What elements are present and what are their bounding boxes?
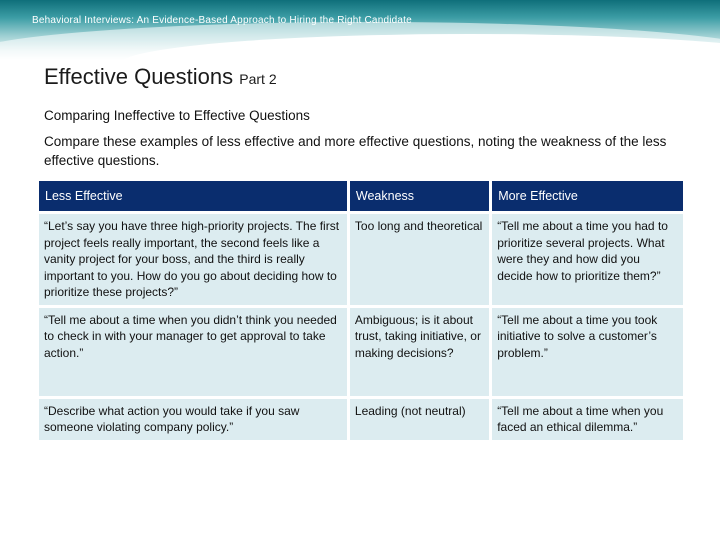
- table-row: [39, 214, 683, 305]
- header-banner: [0, 0, 720, 60]
- cell-less-effective: “Describe what action you would take if you saw someone violating company policy.”: [39, 399, 347, 440]
- page-title: [44, 64, 277, 90]
- page-title-part: Part 2: [239, 71, 277, 87]
- intro-paragraph: Compare these examples of less effective and more effective questions, noting the weakness of the less effective questions.: [44, 134, 667, 168]
- column-header-weakness: Weakness: [350, 181, 489, 211]
- cell-weakness: Leading (not neutral): [350, 399, 489, 440]
- section-subheading: Comparing Ineffective to Effective Questions: [44, 108, 310, 123]
- column-header-less-effective: Less Effective: [39, 181, 347, 211]
- banner-title: Behavioral Interviews: An Evidence-Based Approach to Hiring the Right Candidate: [32, 15, 412, 26]
- cell-more-effective: “Tell me about a time when you faced an ethical dilemma.”: [492, 399, 683, 440]
- cell-weakness: Too long and theoretical: [350, 214, 489, 305]
- page-title-text: Effective Questions: [44, 64, 234, 89]
- column-header-more-effective: More Effective: [492, 181, 683, 211]
- cell-weakness: Ambiguous; is it about trust, taking initiative, or making decisions?: [350, 308, 489, 396]
- table-row: [39, 399, 683, 440]
- cell-less-effective: “Tell me about a time when you didn’t think you needed to check in with your manager to get approval to take action.”: [39, 308, 347, 396]
- cell-more-effective: “Tell me about a time you took initiative to solve a customer’s problem.”: [492, 308, 683, 396]
- cell-more-effective: “Tell me about a time you had to prioritize several projects. What were they and how did you decide how to prioritize them?”: [492, 214, 683, 305]
- questions-table: [36, 178, 686, 443]
- cell-less-effective: “Let’s say you have three high-priority projects. The first project feels really important, the second feels like a vanity project for your boss, and the third is really important to you. How do you go about deciding how to prioritize these projects?”: [39, 214, 347, 305]
- table-row: [39, 308, 683, 396]
- table-header-row: [39, 181, 683, 211]
